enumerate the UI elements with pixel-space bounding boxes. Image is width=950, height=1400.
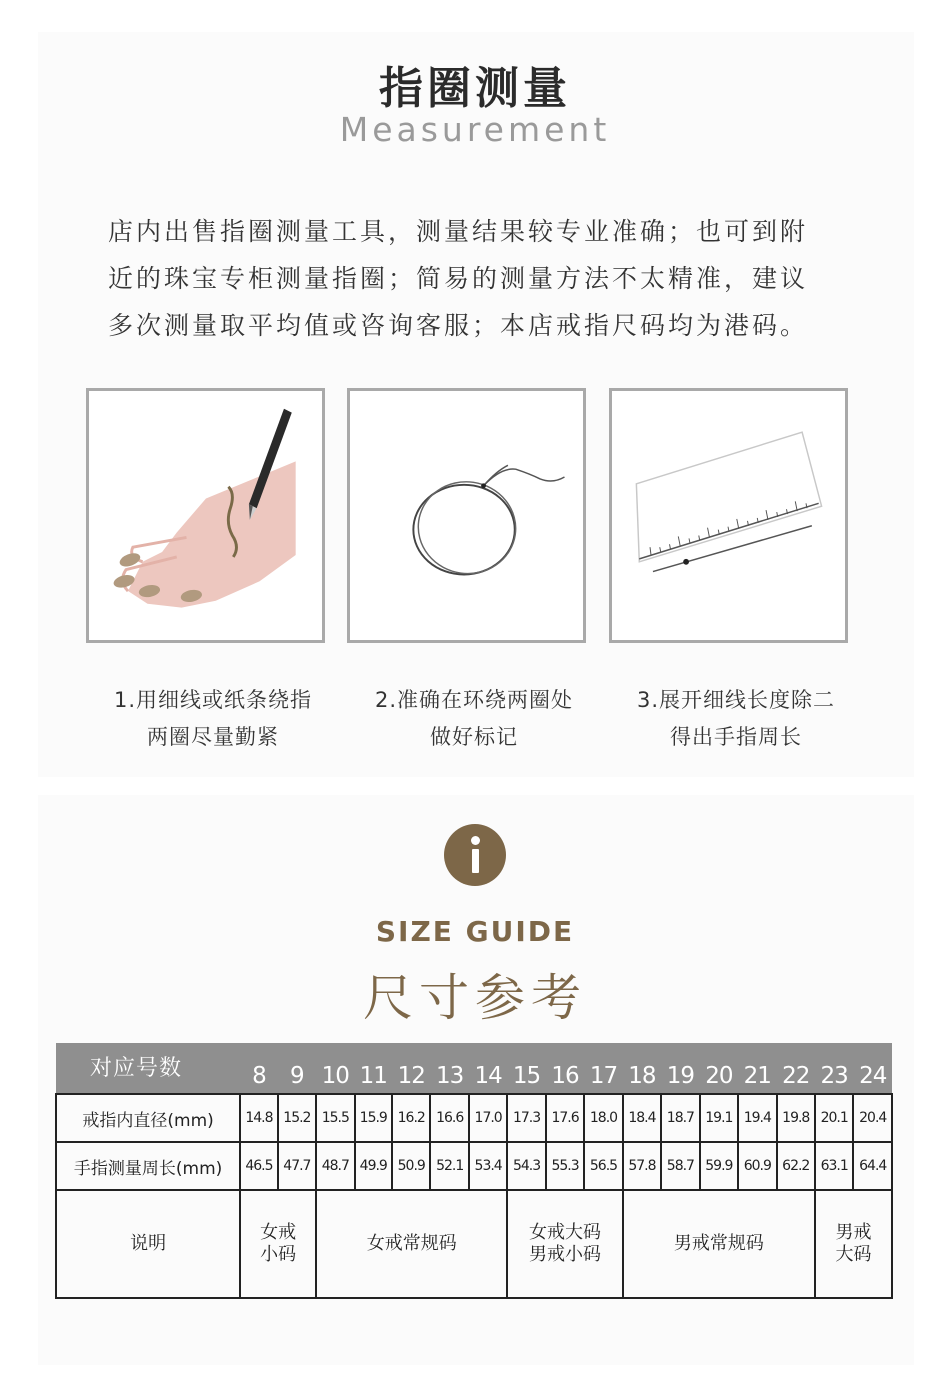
intro-line: 近的珠宝专柜测量指圈；简易的测量方法不太精准，建议 (108, 264, 809, 293)
ruler-illustration (612, 391, 845, 640)
diameter-cell: 18.4 (623, 1094, 661, 1142)
size-header-cell: 15 (507, 1043, 545, 1094)
circumference-cell: 57.8 (623, 1142, 661, 1190)
note-line: 男戒小码 (529, 1244, 602, 1265)
diameter-cell: 15.5 (316, 1094, 354, 1142)
circumference-cell: 49.9 (355, 1142, 392, 1190)
size-header-cell: 21 (738, 1043, 776, 1094)
step-2-image (347, 388, 586, 643)
diameter-cell: 20.4 (853, 1094, 892, 1142)
diameter-cell: 17.3 (507, 1094, 545, 1142)
circumference-cell: 53.4 (469, 1142, 507, 1190)
step-caption-line: 做好标记 (430, 725, 518, 749)
diameter-cell: 17.0 (469, 1094, 507, 1142)
size-header-cell: 9 (278, 1043, 316, 1094)
circumference-cell: 64.4 (853, 1142, 892, 1190)
diameter-cell: 20.1 (815, 1094, 853, 1142)
circumference-cell: 60.9 (738, 1142, 776, 1190)
note-cell (507, 1190, 622, 1298)
step-2-caption (343, 682, 605, 756)
note-cell (240, 1190, 316, 1298)
size-header-cell: 18 (623, 1043, 661, 1094)
diameter-row (56, 1094, 892, 1142)
diameter-cell: 17.6 (546, 1094, 584, 1142)
note-line: 大码 (835, 1244, 872, 1265)
circumference-cell: 48.7 (316, 1142, 354, 1190)
size-header-cell: 11 (355, 1043, 392, 1094)
size-header-cell: 10 (316, 1043, 354, 1094)
page-subtitle: Measurement (339, 110, 611, 149)
size-header-cell: 23 (815, 1043, 853, 1094)
circumference-label: 手指测量周长(mm) (56, 1142, 240, 1190)
note-line: 小码 (260, 1244, 297, 1265)
note-line: 女戒大码 (529, 1222, 602, 1243)
step-1-caption (82, 682, 344, 756)
step-3-image (609, 388, 848, 643)
size-header-cell: 20 (700, 1043, 738, 1094)
hand-pencil-illustration (89, 391, 322, 640)
circumference-cell: 46.5 (240, 1142, 277, 1190)
diameter-cell: 14.8 (240, 1094, 277, 1142)
size-header-cell: 8 (240, 1043, 277, 1094)
note-cell (815, 1190, 892, 1298)
notes-row (56, 1190, 892, 1298)
note-cell (623, 1190, 815, 1298)
size-table (55, 1043, 893, 1299)
diameter-cell: 18.0 (584, 1094, 622, 1142)
diameter-cell: 19.8 (777, 1094, 815, 1142)
intro-text (108, 208, 853, 349)
size-header-cell: 13 (430, 1043, 468, 1094)
circumference-cell: 50.9 (392, 1142, 430, 1190)
circumference-cell: 59.9 (700, 1142, 738, 1190)
step-3-caption (605, 682, 867, 756)
circumference-cell: 56.5 (584, 1142, 622, 1190)
circumference-cell: 58.7 (661, 1142, 699, 1190)
step-caption-line: 两圈尽量勤紧 (147, 725, 279, 749)
size-header-cell: 24 (853, 1043, 892, 1094)
diameter-cell: 19.4 (738, 1094, 776, 1142)
page-title: 指圈测量 (379, 63, 571, 114)
step-caption-line: 3.展开细线长度除二 (636, 688, 836, 712)
note-line: 女戒常规码 (366, 1233, 457, 1254)
note-line: 男戒 (835, 1222, 872, 1243)
step-1-image (86, 388, 325, 643)
step-caption-line: 得出手指周长 (670, 725, 802, 749)
size-header-cell: 14 (469, 1043, 507, 1094)
diameter-cell: 18.7 (661, 1094, 699, 1142)
note-line: 男戒常规码 (673, 1233, 764, 1254)
info-icon (444, 824, 506, 886)
diameter-cell: 19.1 (700, 1094, 738, 1142)
circumference-cell: 47.7 (278, 1142, 316, 1190)
note-line: 女戒 (260, 1222, 297, 1243)
table-header-row (56, 1043, 892, 1094)
thread-loop-illustration (350, 391, 583, 640)
circumference-cell: 63.1 (815, 1142, 853, 1190)
circumference-cell: 55.3 (546, 1142, 584, 1190)
diameter-cell: 16.2 (392, 1094, 430, 1142)
size-header-cell: 17 (584, 1043, 622, 1094)
circumference-cell: 54.3 (507, 1142, 545, 1190)
size-header-cell: 22 (777, 1043, 815, 1094)
notes-label: 说明 (56, 1190, 240, 1298)
size-header-cell: 12 (392, 1043, 430, 1094)
step-caption-line: 2.准确在环绕两圈处 (374, 688, 574, 712)
diameter-cell: 16.6 (430, 1094, 468, 1142)
note-cell (316, 1190, 507, 1298)
circumference-row (56, 1142, 892, 1190)
size-guide-title-en: SIZE GUIDE (375, 915, 575, 948)
size-header-cell: 19 (661, 1043, 699, 1094)
intro-line: 多次测量取平均值或咨询客服；本店戒指尺码均为港码。 (108, 311, 809, 340)
size-guide-title-cn: 尺寸参考 (363, 969, 587, 1027)
circumference-cell: 52.1 (430, 1142, 468, 1190)
size-header-cell: 16 (546, 1043, 584, 1094)
diameter-cell: 15.9 (355, 1094, 392, 1142)
size-header-label: 对应号数 (56, 1043, 240, 1094)
circumference-cell: 62.2 (777, 1142, 815, 1190)
diameter-label: 戒指内直径(mm) (56, 1094, 240, 1142)
diameter-cell: 15.2 (278, 1094, 316, 1142)
intro-line: 店内出售指圈测量工具，测量结果较专业准确；也可到附 (108, 217, 809, 246)
step-caption-line: 1.用细线或纸条绕指 (113, 688, 313, 712)
